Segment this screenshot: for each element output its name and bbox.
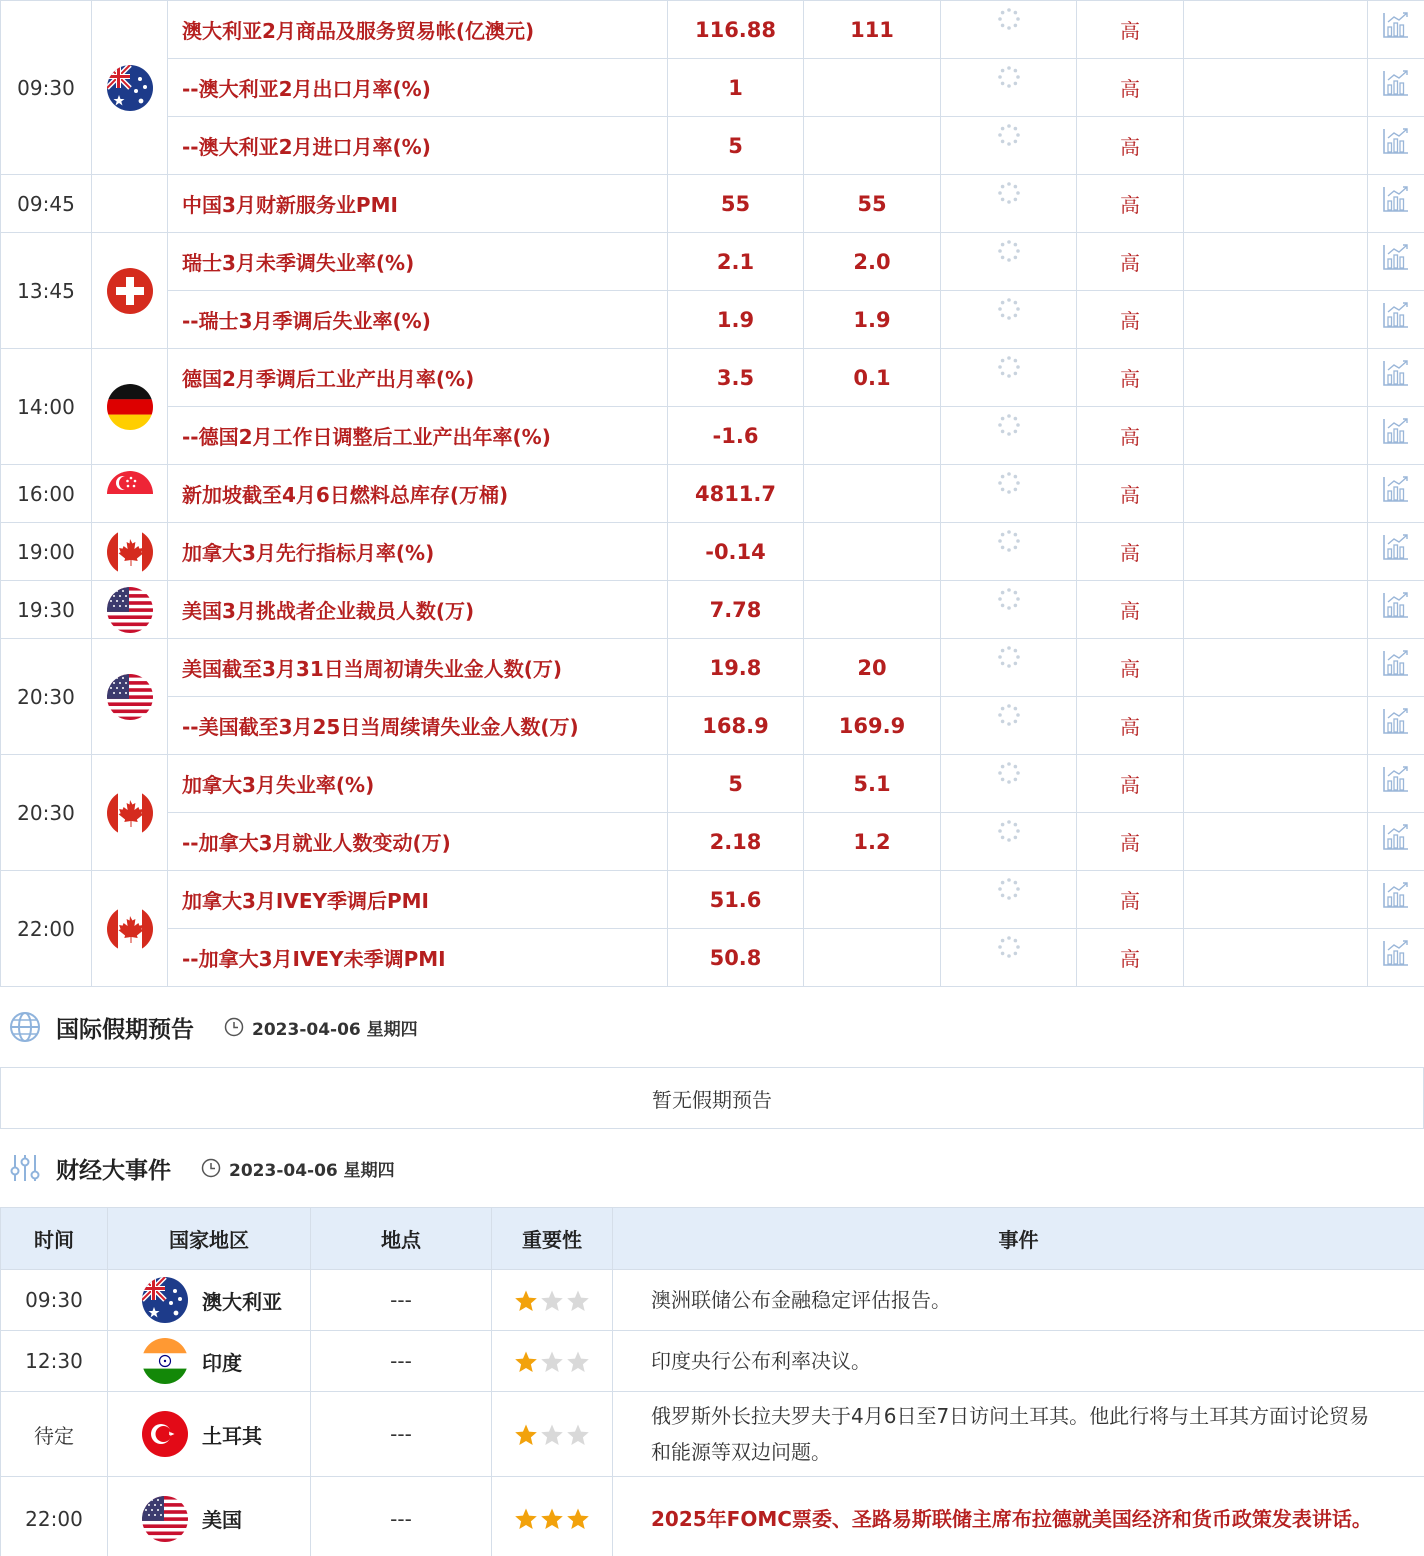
previous-value: 5: [668, 117, 804, 175]
calendar-row: [1, 755, 1424, 813]
release-time: 13:45: [1, 233, 92, 349]
interpretation-cell: [1184, 1, 1368, 59]
event-location: ---: [311, 1392, 492, 1477]
star-filled-icon: [513, 1421, 539, 1445]
release-time: 22:00: [1, 871, 92, 987]
star-empty-icon: [565, 1287, 591, 1311]
event-row: [1, 1331, 1424, 1392]
previous-value: 2.1: [668, 233, 804, 291]
event-time: 22:00: [1, 1477, 108, 1556]
interpretation-cell: [1184, 175, 1368, 233]
event-description: 澳洲联储公布金融稳定评估报告。: [613, 1270, 1424, 1331]
star-filled-icon: [513, 1348, 539, 1372]
calendar-row: [1, 117, 1424, 175]
actual-value-loading: [941, 755, 1077, 813]
actual-value-loading: [941, 871, 1077, 929]
country-flag-cell: [92, 523, 168, 581]
col-header-country: 国家地区: [108, 1208, 311, 1270]
previous-value: 19.8: [668, 639, 804, 697]
chart-cell[interactable]: [1368, 813, 1424, 871]
country-flag-cell: [92, 465, 168, 523]
event-row: [1, 1392, 1424, 1477]
loading-spinner-icon: [997, 355, 1021, 379]
indicator-name[interactable]: 中国3月财新服务业PMI: [168, 175, 668, 233]
release-time: 09:45: [1, 175, 92, 233]
australia-flag-icon: [107, 65, 153, 111]
chart-cell[interactable]: [1368, 523, 1424, 581]
globe-icon: [8, 1010, 42, 1044]
release-time: 09:30: [1, 1, 92, 175]
actual-value-loading: [941, 1, 1077, 59]
interpretation-cell: [1184, 291, 1368, 349]
loading-spinner-icon: [997, 239, 1021, 263]
holiday-section-date: 2023-04-06 星期四: [252, 1019, 418, 1040]
importance-level: 高: [1077, 1, 1184, 59]
importance-level: 高: [1077, 59, 1184, 117]
loading-spinner-icon: [997, 529, 1021, 553]
clock-icon: [224, 1017, 244, 1037]
loading-spinner-icon: [997, 703, 1021, 727]
chart-icon[interactable]: [1381, 242, 1411, 272]
forecast-value: [804, 465, 941, 523]
previous-value: 2.18: [668, 813, 804, 871]
actual-value-loading: [941, 117, 1077, 175]
interpretation-cell: [1184, 929, 1368, 987]
release-time: 19:00: [1, 523, 92, 581]
importance-level: 高: [1077, 117, 1184, 175]
chart-cell[interactable]: [1368, 175, 1424, 233]
event-time: 09:30: [1, 1270, 108, 1331]
importance-level: 高: [1077, 929, 1184, 987]
forecast-value: 0.1: [804, 349, 941, 407]
star-empty-icon: [539, 1287, 565, 1311]
importance-level: 高: [1077, 349, 1184, 407]
interpretation-cell: [1184, 465, 1368, 523]
importance-level: 高: [1077, 639, 1184, 697]
release-time: 20:30: [1, 755, 92, 871]
chart-cell[interactable]: [1368, 233, 1424, 291]
event-location: ---: [311, 1477, 492, 1556]
previous-value: -1.6: [668, 407, 804, 465]
forecast-value: 55: [804, 175, 941, 233]
indicator-name[interactable]: 美国3月挑战者企业裁员人数(万): [168, 581, 668, 639]
chart-cell[interactable]: [1368, 291, 1424, 349]
chart-icon[interactable]: [1381, 764, 1411, 794]
actual-value-loading: [941, 233, 1077, 291]
interpretation-cell: [1184, 117, 1368, 175]
event-time: 待定: [1, 1392, 108, 1477]
forecast-value: [804, 871, 941, 929]
star-filled-icon: [539, 1506, 565, 1530]
actual-value-loading: [941, 581, 1077, 639]
calendar-row: [1, 1, 1424, 59]
interpretation-cell: [1184, 813, 1368, 871]
forecast-value: 2.0: [804, 233, 941, 291]
events-section-date: 2023-04-06 星期四: [229, 1160, 395, 1181]
event-time: 12:30: [1, 1331, 108, 1392]
importance-level: 高: [1077, 233, 1184, 291]
chart-cell[interactable]: [1368, 581, 1424, 639]
chart-icon[interactable]: [1381, 706, 1411, 736]
chart-icon[interactable]: [1381, 880, 1411, 910]
event-row: [1, 1477, 1424, 1556]
actual-value-loading: [941, 59, 1077, 117]
calendar-row: [1, 407, 1424, 465]
actual-value-loading: [941, 813, 1077, 871]
indicator-name[interactable]: --加拿大3月就业人数变动(万): [168, 813, 668, 871]
calendar-row: [1, 349, 1424, 407]
previous-value: 4811.7: [668, 465, 804, 523]
indicator-name[interactable]: 加拿大3月IVEY季调后PMI: [168, 871, 668, 929]
loading-spinner-icon: [997, 935, 1021, 959]
star-empty-icon: [565, 1421, 591, 1445]
interpretation-cell: [1184, 581, 1368, 639]
star-empty-icon: [539, 1348, 565, 1372]
previous-value: 55: [668, 175, 804, 233]
country-flag-cell: [92, 1, 168, 175]
star-filled-icon: [513, 1287, 539, 1311]
chart-cell[interactable]: [1368, 755, 1424, 813]
indicator-name[interactable]: 瑞士3月未季调失业率(%): [168, 233, 668, 291]
importance-level: 高: [1077, 291, 1184, 349]
interpretation-cell: [1184, 639, 1368, 697]
chart-icon[interactable]: [1381, 590, 1411, 620]
forecast-value: 111: [804, 1, 941, 59]
loading-spinner-icon: [997, 587, 1021, 611]
sliders-icon: [8, 1151, 42, 1185]
event-location: ---: [311, 1270, 492, 1331]
star-empty-icon: [539, 1421, 565, 1445]
forecast-value: 169.9: [804, 697, 941, 755]
forecast-value: 20: [804, 639, 941, 697]
forecast-value: [804, 523, 941, 581]
holiday-empty-box: [0, 1067, 1424, 1129]
loading-spinner-icon: [997, 645, 1021, 669]
importance-level: 高: [1077, 871, 1184, 929]
indicator-name[interactable]: 美国截至3月31日当周初请失业金人数(万): [168, 639, 668, 697]
loading-spinner-icon: [997, 65, 1021, 89]
actual-value-loading: [941, 929, 1077, 987]
chart-icon[interactable]: [1381, 10, 1411, 40]
previous-value: 116.88: [668, 1, 804, 59]
forecast-value: [804, 59, 941, 117]
importance-level: 高: [1077, 523, 1184, 581]
indicator-name[interactable]: 加拿大3月先行指标月率(%): [168, 523, 668, 581]
loading-spinner-icon: [997, 413, 1021, 437]
event-description: 俄罗斯外长拉夫罗夫于4月6日至7日访问土耳其。他此行将与土耳其方面讨论贸易和能源等双边问题。: [613, 1392, 1424, 1477]
col-header-location: 地点: [311, 1208, 492, 1270]
event-country: [108, 1270, 311, 1331]
calendar-row: [1, 59, 1424, 117]
previous-value: -0.14: [668, 523, 804, 581]
actual-value-loading: [941, 291, 1077, 349]
chart-icon[interactable]: [1381, 300, 1411, 330]
loading-spinner-icon: [997, 877, 1021, 901]
event-row: [1, 1270, 1424, 1331]
country-name: 美国: [202, 1508, 242, 1532]
loading-spinner-icon: [997, 7, 1021, 31]
country-flag-cell: [92, 349, 168, 465]
interpretation-cell: [1184, 407, 1368, 465]
importance-level: 高: [1077, 755, 1184, 813]
india-flag-icon: [142, 1338, 188, 1384]
germany-flag-icon: [107, 384, 153, 430]
actual-value-loading: [941, 407, 1077, 465]
previous-value: 50.8: [668, 929, 804, 987]
events-table: [0, 1207, 1424, 1556]
indicator-name[interactable]: --美国截至3月25日当周续请失业金人数(万): [168, 697, 668, 755]
event-location: ---: [311, 1331, 492, 1392]
chart-cell[interactable]: [1368, 407, 1424, 465]
importance-stars: [492, 1477, 613, 1556]
country-flag-cell: [92, 871, 168, 987]
interpretation-cell: [1184, 523, 1368, 581]
chart-cell[interactable]: [1368, 117, 1424, 175]
turkey-flag-icon: [142, 1411, 188, 1457]
col-header-importance: 重要性: [492, 1208, 613, 1270]
indicator-name[interactable]: --德国2月工作日调整后工业产出年率(%): [168, 407, 668, 465]
importance-level: 高: [1077, 697, 1184, 755]
forecast-value: 1.2: [804, 813, 941, 871]
usa-flag-icon: [107, 587, 153, 633]
calendar-row: [1, 291, 1424, 349]
interpretation-cell: [1184, 697, 1368, 755]
calendar-row: [1, 523, 1424, 581]
country-name: 土耳其: [202, 1423, 262, 1448]
forecast-value: 1.9: [804, 291, 941, 349]
calendar-row: [1, 871, 1424, 929]
previous-value: 7.78: [668, 581, 804, 639]
importance-level: 高: [1077, 465, 1184, 523]
previous-value: 168.9: [668, 697, 804, 755]
forecast-value: 5.1: [804, 755, 941, 813]
interpretation-cell: [1184, 233, 1368, 291]
actual-value-loading: [941, 523, 1077, 581]
holiday-section-header: [0, 987, 1424, 1067]
switzerland-flag-icon: [107, 268, 153, 314]
chart-icon[interactable]: [1381, 358, 1411, 388]
country-flag-cell: [92, 233, 168, 349]
chart-icon[interactable]: [1381, 416, 1411, 446]
calendar-row: [1, 697, 1424, 755]
previous-value: 3.5: [668, 349, 804, 407]
canada-flag-icon: [107, 906, 153, 952]
release-time: 20:30: [1, 639, 92, 755]
chart-icon[interactable]: [1381, 474, 1411, 504]
chart-icon[interactable]: [1381, 532, 1411, 562]
holiday-empty-text: 暂无假期预告: [652, 1087, 772, 1112]
indicator-name[interactable]: 德国2月季调后工业产出月率(%): [168, 349, 668, 407]
chart-cell[interactable]: [1368, 1, 1424, 59]
chart-cell[interactable]: [1368, 639, 1424, 697]
chart-cell[interactable]: [1368, 871, 1424, 929]
calendar-row: [1, 813, 1424, 871]
chart-cell[interactable]: [1368, 349, 1424, 407]
events-section-title: 财经大事件: [56, 1157, 171, 1184]
loading-spinner-icon: [997, 181, 1021, 205]
importance-level: 高: [1077, 581, 1184, 639]
canada-flag-icon: [107, 529, 153, 575]
importance-stars: [492, 1270, 613, 1331]
usa-flag-icon: [107, 674, 153, 720]
event-description: 2025年FOMC票委、圣路易斯联储主席布拉德就美国经济和货币政策发表讲话。: [613, 1477, 1424, 1556]
loading-spinner-icon: [997, 819, 1021, 843]
release-time: 19:30: [1, 581, 92, 639]
country-name: 澳大利亚: [202, 1289, 282, 1314]
star-filled-icon: [565, 1506, 591, 1530]
chart-icon[interactable]: [1381, 648, 1411, 678]
singapore-flag-icon: [107, 471, 153, 517]
indicator-name[interactable]: --加拿大3月IVEY未季调PMI: [168, 929, 668, 987]
release-time: 16:00: [1, 465, 92, 523]
chart-icon[interactable]: [1381, 184, 1411, 214]
calendar-row: [1, 929, 1424, 987]
chart-cell[interactable]: [1368, 697, 1424, 755]
indicator-name[interactable]: 加拿大3月失业率(%): [168, 755, 668, 813]
forecast-value: [804, 117, 941, 175]
star-empty-icon: [565, 1348, 591, 1372]
previous-value: 1: [668, 59, 804, 117]
actual-value-loading: [941, 465, 1077, 523]
release-time: 14:00: [1, 349, 92, 465]
chart-cell[interactable]: [1368, 465, 1424, 523]
interpretation-cell: [1184, 755, 1368, 813]
indicator-name[interactable]: 新加坡截至4月6日燃料总库存(万桶): [168, 465, 668, 523]
indicator-name[interactable]: --澳大利亚2月出口月率(%): [168, 59, 668, 117]
country-flag-cell: [92, 755, 168, 871]
interpretation-cell: [1184, 871, 1368, 929]
importance-level: 高: [1077, 175, 1184, 233]
calendar-row: [1, 175, 1424, 233]
importance-stars: [492, 1392, 613, 1477]
holiday-section-title: 国际假期预告: [56, 1016, 194, 1043]
events-section-header: [0, 1129, 1424, 1207]
indicator-name[interactable]: 澳大利亚2月商品及服务贸易帐(亿澳元): [168, 1, 668, 59]
interpretation-cell: [1184, 59, 1368, 117]
forecast-value: [804, 407, 941, 465]
importance-stars: [492, 1331, 613, 1392]
country-name: 印度: [202, 1350, 242, 1375]
loading-spinner-icon: [997, 297, 1021, 321]
canada-flag-icon: [107, 790, 153, 836]
event-country: [108, 1477, 311, 1556]
event-description: 印度央行公布利率决议。: [613, 1331, 1424, 1392]
chart-icon[interactable]: [1381, 126, 1411, 156]
country-flag-cell: [92, 581, 168, 639]
country-flag-cell: [92, 175, 168, 233]
previous-value: 1.9: [668, 291, 804, 349]
previous-value: 51.6: [668, 871, 804, 929]
forecast-value: [804, 929, 941, 987]
star-filled-icon: [513, 1506, 539, 1530]
forecast-value: [804, 581, 941, 639]
actual-value-loading: [941, 349, 1077, 407]
calendar-row: [1, 639, 1424, 697]
chart-icon[interactable]: [1381, 68, 1411, 98]
importance-level: 高: [1077, 813, 1184, 871]
calendar-row: [1, 465, 1424, 523]
chart-icon[interactable]: [1381, 938, 1411, 968]
calendar-row: [1, 581, 1424, 639]
loading-spinner-icon: [997, 471, 1021, 495]
importance-level: 高: [1077, 407, 1184, 465]
chart-cell[interactable]: [1368, 929, 1424, 987]
actual-value-loading: [941, 175, 1077, 233]
loading-spinner-icon: [997, 123, 1021, 147]
col-header-time: 时间: [1, 1208, 108, 1270]
events-header-row: [1, 1208, 1424, 1270]
calendar-row: [1, 233, 1424, 291]
actual-value-loading: [941, 639, 1077, 697]
previous-value: 5: [668, 755, 804, 813]
loading-spinner-icon: [997, 761, 1021, 785]
chart-cell[interactable]: [1368, 59, 1424, 117]
indicator-name[interactable]: --瑞士3月季调后失业率(%): [168, 291, 668, 349]
indicator-name[interactable]: --澳大利亚2月进口月率(%): [168, 117, 668, 175]
chart-icon[interactable]: [1381, 822, 1411, 852]
usa-flag-icon: [142, 1496, 188, 1542]
col-header-event: 事件: [613, 1208, 1424, 1270]
clock-icon: [201, 1158, 221, 1178]
event-country: [108, 1392, 311, 1477]
australia-flag-icon: [142, 1277, 188, 1323]
actual-value-loading: [941, 697, 1077, 755]
interpretation-cell: [1184, 349, 1368, 407]
country-flag-cell: [92, 639, 168, 755]
event-country: [108, 1331, 311, 1392]
